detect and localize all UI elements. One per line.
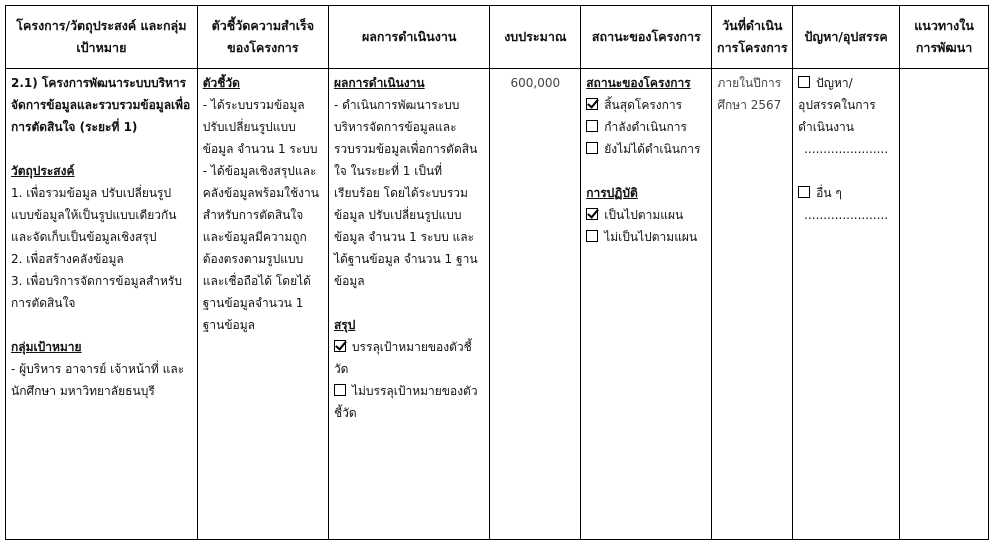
practice-heading: การปฏิบัติ — [586, 186, 638, 200]
checked-checkbox-icon[interactable] — [586, 208, 598, 220]
checked-checkbox-icon[interactable] — [586, 98, 598, 110]
header-result: ผลการดำเนินงาน — [328, 6, 489, 69]
problem-cell — [793, 69, 900, 540]
practice-option[interactable]: ไม่เป็นไปตามแผน — [586, 226, 706, 248]
header-row — [6, 6, 989, 69]
summary-option[interactable]: ไม่บรรลุเป้าหมายของตัวชี้วัด — [333, 384, 478, 420]
guideline-cell — [900, 69, 989, 540]
summary-option[interactable]: บรรลุเป้าหมายของตัวชี้วัด — [333, 340, 472, 376]
empty-checkbox-icon[interactable] — [334, 384, 346, 396]
target-text: - ผู้บริหาร อาจารย์ เจ้าหน้าที่ และ นักศึกษา มหาวิทยาลัยธนบุรี — [11, 362, 185, 398]
project-title: 2.1) โครงการพัฒนาระบบบริหารจัดการข้อมูลและรวบรวมข้อมูลเพื่อการตัดสินใจ (ระยะที่ 1) — [11, 76, 191, 134]
summary-heading: สรุป — [333, 318, 356, 332]
budget-value: 600,000 — [510, 76, 561, 90]
empty-checkbox-icon[interactable] — [798, 186, 810, 198]
objective-item: 1. เพื่อรวมข้อมูล ปรับเปลี่ยนรูปแบบข้อมูลให้เป็นรูปแบบเดียวกัน และจัดเก็บเป็นข้อมูลเชิงสรุป — [11, 186, 177, 244]
result-text: - ดำเนินการพัฒนาระบบบริหารจัดการข้อมูลและรวบรวมข้อมูลเพื่อการตัดสินใจ ในระยะที่ 1 เป็นที่เรียบร้อย โดยได้ระบบรวมข้อมูล ปรับเปลี่ยนรูปแบบข้อมูล จำนวน 1 ระบบ และได้ฐานข้อมูล จำนวน 1 ฐานข้อมูล — [333, 98, 478, 288]
empty-checkbox-icon[interactable] — [586, 142, 598, 154]
empty-checkbox-icon[interactable] — [586, 230, 598, 242]
table-row — [6, 69, 989, 540]
indicator-cell — [197, 69, 328, 540]
date-value: ภายในปีการศึกษา 2567 — [717, 76, 782, 112]
date-cell — [712, 69, 793, 540]
practice-option[interactable]: เป็นไปตามแผน — [586, 204, 706, 226]
other-option[interactable]: อื่น ๆ — [798, 182, 894, 204]
checked-checkbox-icon[interactable] — [334, 340, 346, 352]
header-guideline: แนวทางในการพัฒนา — [900, 6, 989, 69]
other-dots: ...................... — [804, 208, 889, 222]
header-indicator: ตัวชี้วัดความสำเร็จของโครงการ — [197, 6, 328, 69]
result-heading: ผลการดำเนินงาน — [333, 76, 425, 90]
status-option[interactable]: กำลังดำเนินการ — [586, 116, 706, 138]
result-cell — [328, 69, 489, 540]
target-heading: กลุ่มเป้าหมาย — [11, 340, 82, 354]
objective-item: 3. เพื่อบริการจัดการข้อมูลสำหรับการตัดสินใจ — [11, 274, 182, 310]
empty-checkbox-icon[interactable] — [798, 76, 810, 88]
project-report-table — [5, 5, 989, 540]
status-option[interactable]: สิ้นสุดโครงการ — [586, 94, 706, 116]
header-problem: ปัญหา/อุปสรรค — [793, 6, 900, 69]
empty-checkbox-icon[interactable] — [586, 120, 598, 132]
header-project: โครงการ/วัตถุประสงค์ และกลุ่มเป้าหมาย — [6, 6, 198, 69]
indicator-item: - ได้ข้อมูลเชิงสรุปและคลังข้อมูลพร้อมใช้งานสำหรับการตัดสินใจ และข้อมูลมีความถูกต้องตรงตามรูปแบบ และเชื่อถือได้ โดยได้ ฐานข้อมูลจำนวน 1 ฐานข้อมูล — [202, 164, 319, 332]
indicator-item: - ได้ระบบรวมข้อมูลปรับเปลี่ยนรูปแบบข้อมูล จำนวน 1 ระบบ — [202, 98, 318, 156]
header-date: วันที่ดำเนินการโครงการ — [712, 6, 793, 69]
budget-cell — [490, 69, 581, 540]
problem-option[interactable]: ปัญหา/อุปสรรคในการดำเนินงาน — [798, 76, 876, 134]
status-heading: สถานะของโครงการ — [586, 76, 691, 90]
indicator-heading: ตัวชี้วัด — [202, 76, 240, 90]
objective-heading: วัตถุประสงค์ — [11, 164, 75, 178]
header-budget: งบประมาณ — [490, 6, 581, 69]
status-option[interactable]: ยังไม่ได้ดำเนินการ — [586, 138, 706, 160]
header-status: สถานะของโครงการ — [581, 6, 712, 69]
objective-item: 2. เพื่อสร้างคลังข้อมูล — [11, 252, 124, 266]
project-cell — [6, 69, 198, 540]
problem-dots: ...................... — [804, 142, 889, 156]
status-cell — [581, 69, 712, 540]
